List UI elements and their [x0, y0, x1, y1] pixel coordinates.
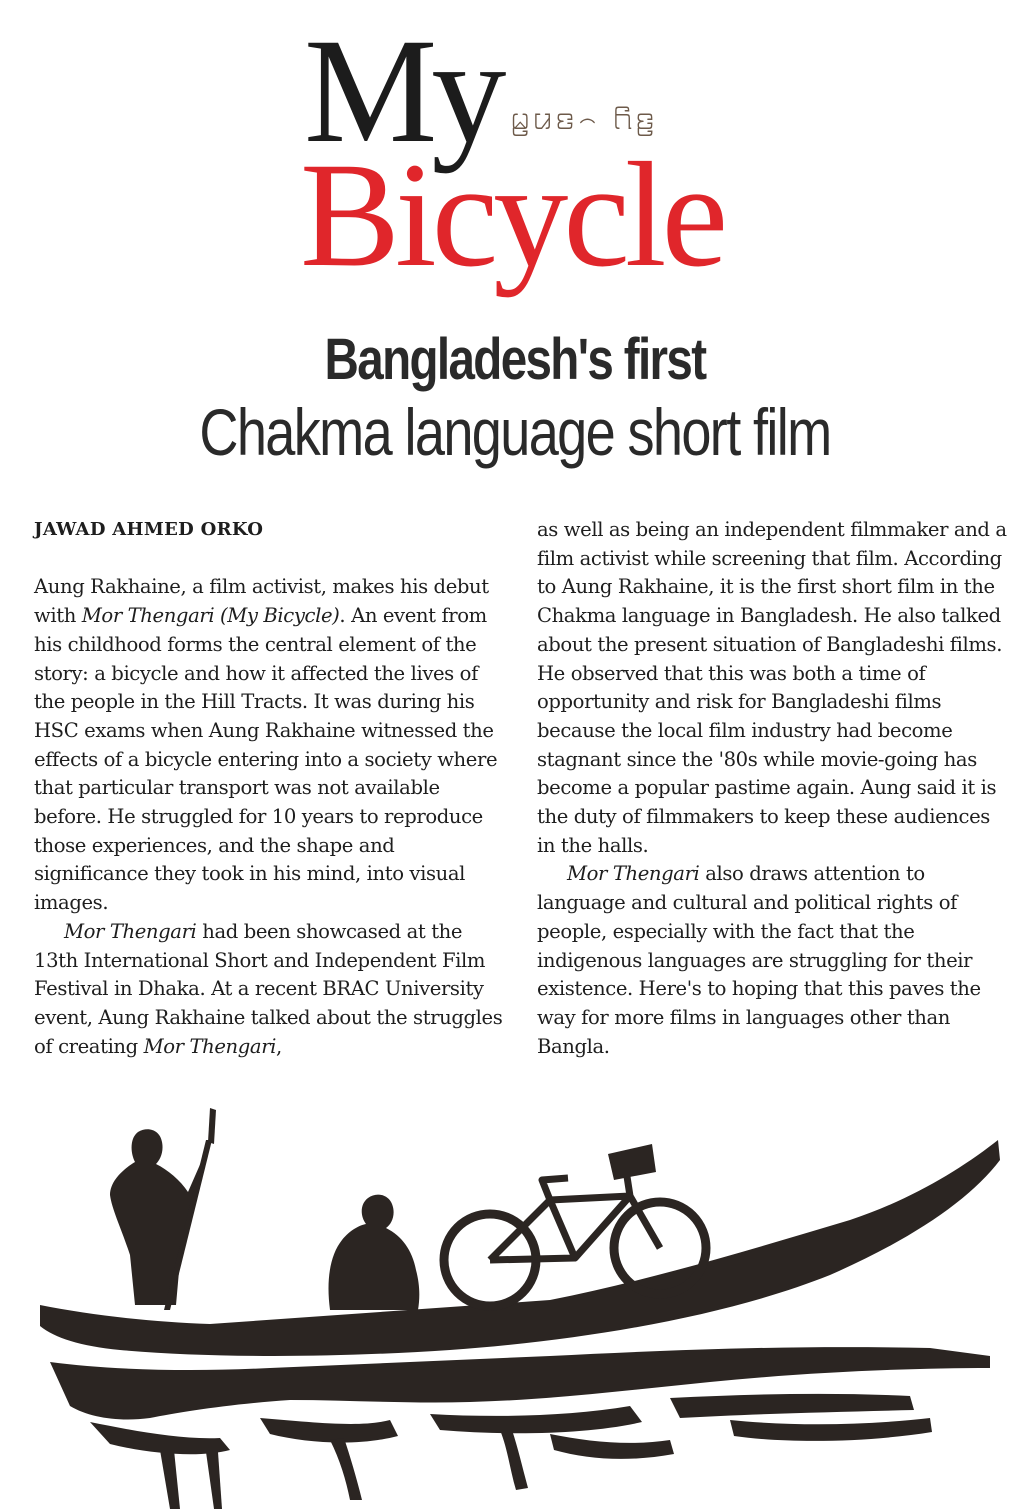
article-column-right [537, 516, 1007, 1061]
water-reflection [500, 1430, 528, 1490]
film-title: Mor Thengari (My Bicycle) [81, 604, 340, 628]
bicycle-basket [608, 1144, 656, 1180]
water-reflection [260, 1418, 398, 1443]
paragraph-text: Aung Rakhaine, a film activist, makes his debut with [34, 575, 489, 628]
paragraph-text-continued: as well as being an independent filmmaker and a film activist while screening that film. According to Aung Rakhaine, it is the first short film in the Chakma language in Bangladesh. He also talked about the present situation of Bangladeshi films. He observed that this was both a time of opportunity and risk for Bangladeshi films because the local film industry had become stagnant since the '80s while movie-going has become a popular pastime again. Aung said it is the duty of filmmakers to keep these audiences in the halls. [537, 518, 1007, 857]
paragraph-text-continued: , [276, 1034, 282, 1058]
article-paragraph-3 [537, 860, 1007, 1061]
byline: JAWAD AHMED ORKO [34, 519, 264, 540]
paragraph-text: also draws attention to language and cultural and political rights of people, especially with the fact that the indigenous languages are struggling for their existence. Here's to hoping that this paves the way for more films in languages other than Bangla. [537, 862, 981, 1058]
article-paragraph-1 [34, 573, 504, 917]
passenger-figure [329, 1195, 420, 1310]
water-reflection [206, 1452, 222, 1509]
article-column-left [34, 516, 504, 1061]
boat-pole-top [208, 1108, 216, 1144]
water-reflection [670, 1394, 914, 1418]
water-reflection [730, 1418, 932, 1441]
article-paragraph-2-continued [537, 516, 1007, 860]
masthead-chakma-script: ꤗ꤬ꤣꤢ꤮ ꤖꤢ꤬ [510, 98, 658, 138]
water-reflection [90, 1422, 230, 1454]
headline-line-1: Bangladesh's first [324, 327, 706, 392]
film-title: Mor Thengari [64, 919, 197, 943]
paragraph-text: . An event from his childhood forms the central element of the story: a bicycle and how it affected the lives of the people in the Hill Tracts. It was during his HSC exams when Aung Rakhaine witnessed the effects of a bicycle entering into a society where that particular transport was not available before. He struggled for 10 years to reproduce those experiences, and the shape and significance they took in his mind, into visual images. [34, 604, 498, 915]
water-reflection [430, 1406, 642, 1433]
masthead-my: My [304, 8, 501, 174]
water-reflection [330, 1438, 362, 1500]
silhouette-group [40, 1108, 1000, 1509]
headline [0, 325, 1030, 469]
masthead-logo [300, 8, 740, 300]
water-reflection [160, 1450, 180, 1509]
water-reflection [550, 1434, 674, 1459]
film-title: Mor Thengari [567, 862, 700, 886]
boat-bicycle-silhouette-image [30, 1100, 1005, 1509]
headline-line-2: Chakma language short film [199, 395, 831, 469]
article-paragraph-2 [34, 918, 504, 1062]
film-title: Mor Thengari [143, 1034, 277, 1058]
paragraph-text: had been showcased at the 13th International Short and Independent Film Festival in Dhaka. At a recent BRAC University event, Aung Rakhaine talked about the struggles of creating [34, 919, 503, 1058]
masthead-bicycle: Bicycle [300, 132, 724, 298]
